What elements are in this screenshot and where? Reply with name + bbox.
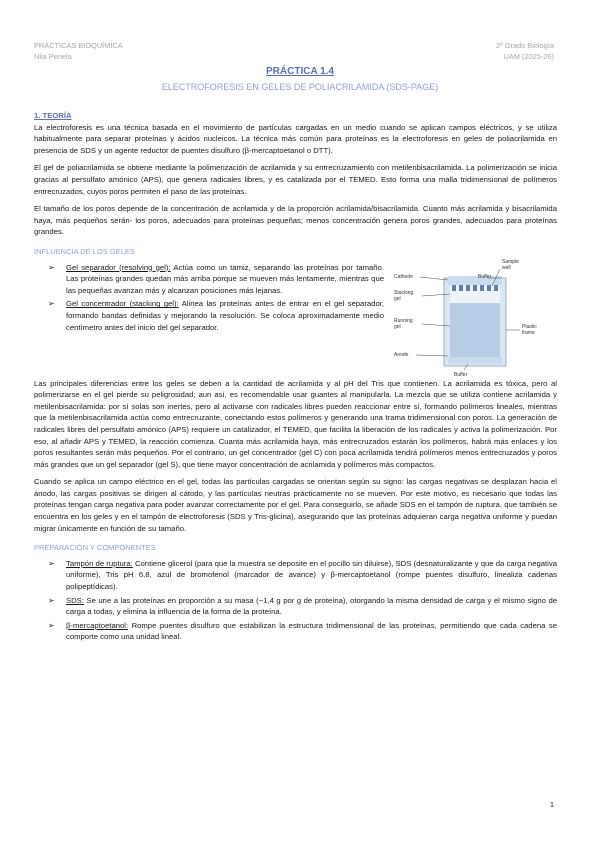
buffer-bottom (448, 357, 502, 364)
list-item-text (66, 620, 557, 643)
buffer-top-label: Buffer (478, 273, 492, 280)
definition: Se une a las proteínas en proporción a su masa (~1,4 g por g de proteína), otorgando la misma densidad de carga y el mismo signo de carga a todas, y elimina la influencia de la forma de la proteína. (66, 595, 557, 617)
term-sds: SDS: (66, 595, 84, 605)
term-stacking-gel: Gel concentrador (stacking gel): (66, 299, 179, 309)
page-number: 1 (549, 800, 554, 809)
paragraph: Las principales diferencias entre los geles se deben a la cantidad de acrilamida y al pH del Tris que contienen. La acrilamida es tóxica, pero al polimerizarse en el gel pierde su peligrosidad; aun así, es recomendable usar guantes al manipularla. La mezcla que se utiliza contiene acrilamida y metilenbisacrilamida: por sí solas son inertes, pero al activarse con radicales libres pueden reaccionar entre sí, formando polímeros lineales, mientras que la metilenbisacrilamida actúa como entrecruzante, conectando estos polímeros y generando una trama tridimensional con poros. La generación de radicales libres del persulfato amónico (APS) requiere un catalizador, el TEMED, que facilita la liberación de los radicales y activa la polimerización. Por eso, al añadir APS y TEMED, la reacción comienza. Cuanta más acrilamida haya, más entrecruzados estarán los polímeros, habrá más enlaces y los poros resultantes serán más pequeños. Por el contrario, un gel concentrador (gel C) con poca acrilamida tendrá polímeros menos entrecruzados y poros más grandes que un gel separador (gel S), que tiene mayor concentración de acrilamida y polímeros más compactos. (34, 378, 557, 469)
definition: Actúa como un tamiz, separando las proteínas por tamaño. Las proteínas grandes quedan más arriba porque se mueven más lentamente, mientras que las pequeñas avanzan más y alcanzan posiciones más lejanas. (66, 262, 384, 295)
list-item (34, 298, 384, 333)
gels-row (34, 258, 557, 378)
buffer-bottom-label: Buffer (454, 371, 468, 378)
running-gel-label: gel (394, 323, 401, 330)
anode-label: Anode (394, 351, 409, 358)
list-item-text (66, 298, 384, 333)
page-subtitle: ELECTROFORESIS EN GELES DE POLIACRILAMIDA (SDS-PAGE) (161, 82, 439, 92)
term-resolving-gel: Gel separador (resolving gel): (66, 262, 171, 272)
term-rupture-buffer: Tampón de ruptura: (66, 558, 133, 568)
sample-well-label: Sample (502, 258, 519, 265)
arrow-bullet-icon: ➢ (48, 299, 55, 309)
paragraph: El gel de poliacrilamida se obtiene mediante la polimerización de acrilamida y su entrecruzamiento con metilenbisacrilamida. La polimerización se inicia gracias al persulfato amónico (APS), que genera radicales libres, y es catalizada por el TEMED. Esto forma una malla tridimensional de polímeros entrecruzados, cuyos poros permiten el paso de las proteínas. (34, 163, 557, 196)
cathode-label: Cathode (394, 273, 413, 280)
course-name: PRÁCTICAS BIOQUÍMICA (34, 41, 123, 50)
degree-label: 2º Grado Biología (495, 41, 554, 50)
section-heading-preparation: PREPARACIÓN Y COMPONENTES (34, 543, 156, 553)
sample-well-label: well (502, 264, 511, 271)
arrow-bullet-icon: ➢ (48, 620, 55, 630)
author-name: Nila Penela (34, 52, 72, 61)
arrow-bullet-icon: ➢ (48, 262, 55, 272)
stacking-gel-label: gel (394, 295, 401, 302)
page-title: PRÁCTICA 1.4 (266, 66, 334, 77)
section-heading-gels: INFLUENCIA DE LOS GELES (34, 246, 135, 256)
arrow-bullet-icon: ➢ (48, 595, 55, 605)
definition: Contiene glicerol (para que la muestra se deposite en el pocillo sin diluirse), SDS (desnaturalizante y que da carga negativa uniforme), Tris pH 6,8, azul de bromofenol (marcador de avance) y β-mercaptoetanol (rompe puentes disulfuro, linealiza cadenas polipeptídicas). (66, 558, 557, 592)
paragraph: Cuando se aplica un campo eléctrico en el gel, todas las partículas cargadas se orientan según su signo: las cargas negativas se desplazan hacia el ánodo, las cargas positivas se dirigen al cátodo, y las partículas neutras prácticamente no se mueven. Por este motivo, es necesario que todas las proteínas tengan carga negativa para poder avanzar correctamente por el gel. Para conseguirlo, se añade SDS en el tampón de ruptura, que también se encuentra en los geles y en el tampón de electroforesis (SDS y Tris-glicina), asegurando que las proteínas adquieran carga negativa uniforme y puedan migrar únicamente en función de su tamaño. (34, 477, 557, 533)
running-gel (450, 303, 500, 357)
header-right (496, 40, 554, 62)
term-mercaptoethanol: β-mercaptoetanol: (66, 620, 129, 630)
definition: Rompe puentes disulfuro que estabilizan la estructura tridimensional de las proteínas, permitiendo que cada cadena se comporte como una unidad lineal. (66, 620, 557, 642)
plastic-frame-label: frame (522, 329, 535, 336)
main-content (34, 110, 557, 645)
stacking-gel-label: Stacking (394, 289, 414, 296)
paragraph: El tamaño de los poros depende de la concentración de acrilamida y de la proporción acrilamida/bisacrilamida. Cuanto más acrilamida y bisacrilamida haya, más pequeños serán- los poros, adecuados para proteínas pequeñas; menos concentración genera poros grandes, adecuados para proteínas grandes. (34, 204, 557, 237)
buffer-top (448, 273, 502, 285)
header-left (34, 40, 123, 62)
section-heading-theory: 1. TEORÍA (34, 111, 72, 120)
gels-list (34, 262, 392, 378)
running-gel-label: Running (394, 317, 413, 324)
paragraph: La electroforesis es una técnica basada en el movimiento de partículas cargadas en un medio cuando se aplican campos eléctricos, y se utiliza habitualmente para separar proteínas y ácidos nucleicos. La técnica más común para proteínas es la electroforesis en geles de poliacrilamida en presencia de SDS y un agente reductor de puentes disulfuro (β-mercaptoetanol o DTT). (34, 122, 557, 155)
arrow-bullet-icon: ➢ (48, 558, 55, 568)
university-label: UAM (2025-26) (503, 52, 554, 61)
list-item-text (66, 262, 384, 297)
list-item-text (66, 558, 557, 593)
list-item (34, 595, 557, 618)
list-item (34, 262, 384, 297)
list-item (34, 558, 557, 593)
list-item-text (66, 595, 557, 618)
definition: Alinea las proteínas antes de entrar en el gel separador, formando bandas definidas y mejorando la resolución. Se coloca aproximadamente medio centímetro antes del inicio del gel separador. (66, 299, 384, 332)
list-item (34, 620, 557, 643)
gel-apparatus-figure (392, 256, 557, 378)
plastic-frame-label: Plastic (522, 323, 537, 330)
